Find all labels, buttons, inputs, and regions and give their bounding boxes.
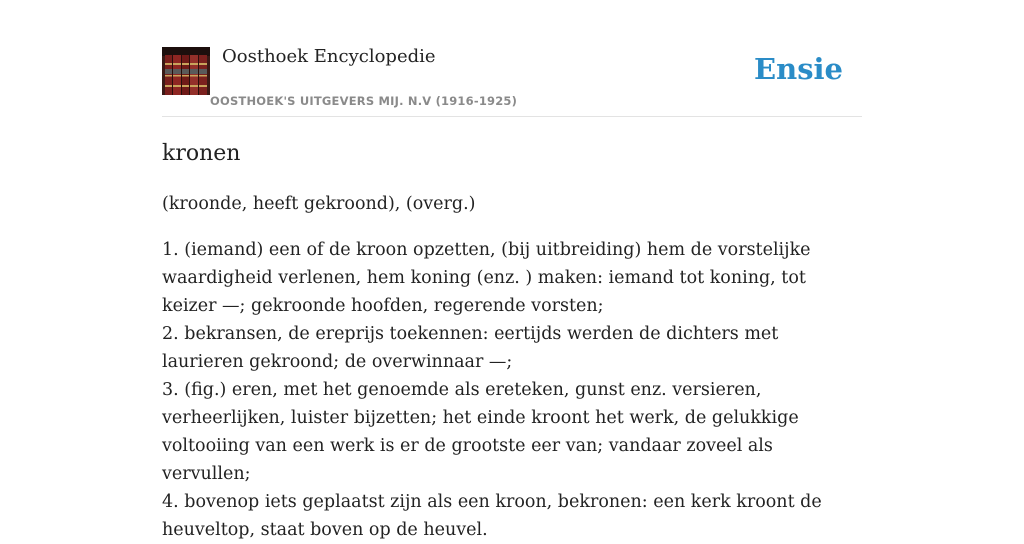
source-publisher: OOSTHOEK'S UITGEVERS MIJ. N.V (1916-1925) (210, 94, 518, 108)
book-spines-icon (162, 47, 210, 95)
ensie-logo-link[interactable]: Ensie (754, 52, 843, 86)
header (162, 0, 862, 117)
definition-item: 1. (iemand) een of de kroon opzetten, (bij uitbreiding) hem de vorstelijke waardigheid verlenen, hem koning (enz. ) maken: iemand tot koning, tot keizer —; gekroonde hoofden, regerende vorsten; (162, 240, 811, 316)
book-cover-avatar[interactable] (162, 47, 210, 95)
source-title-link[interactable]: Oosthoek Encyclopedie (222, 46, 436, 67)
definition-item: 2. bekransen, de ereprijs toekennen: eertijds werden de dichters met laurieren gekroond; de overwinnaar —; (162, 324, 779, 372)
headword: kronen (162, 141, 241, 166)
definition-item: 4. bovenop iets geplaatst zijn als een kroon, bekronen: een kerk kroont de heuveltop, staat boven op de heuvel. (162, 492, 822, 540)
grammar-info: (kroonde, heeft gekroond), (overg.) (162, 194, 476, 214)
definition-item: 3. (fig.) eren, met het genoemde als ereteken, gunst enz. versieren, verheerlijken, luister bijzetten; het einde kroont het werk, de gelukkige voltooiing van een werk is er de grootste eer van; vandaar zoveel als vervullen; (162, 380, 799, 484)
article (162, 138, 862, 544)
definitions (162, 236, 862, 544)
